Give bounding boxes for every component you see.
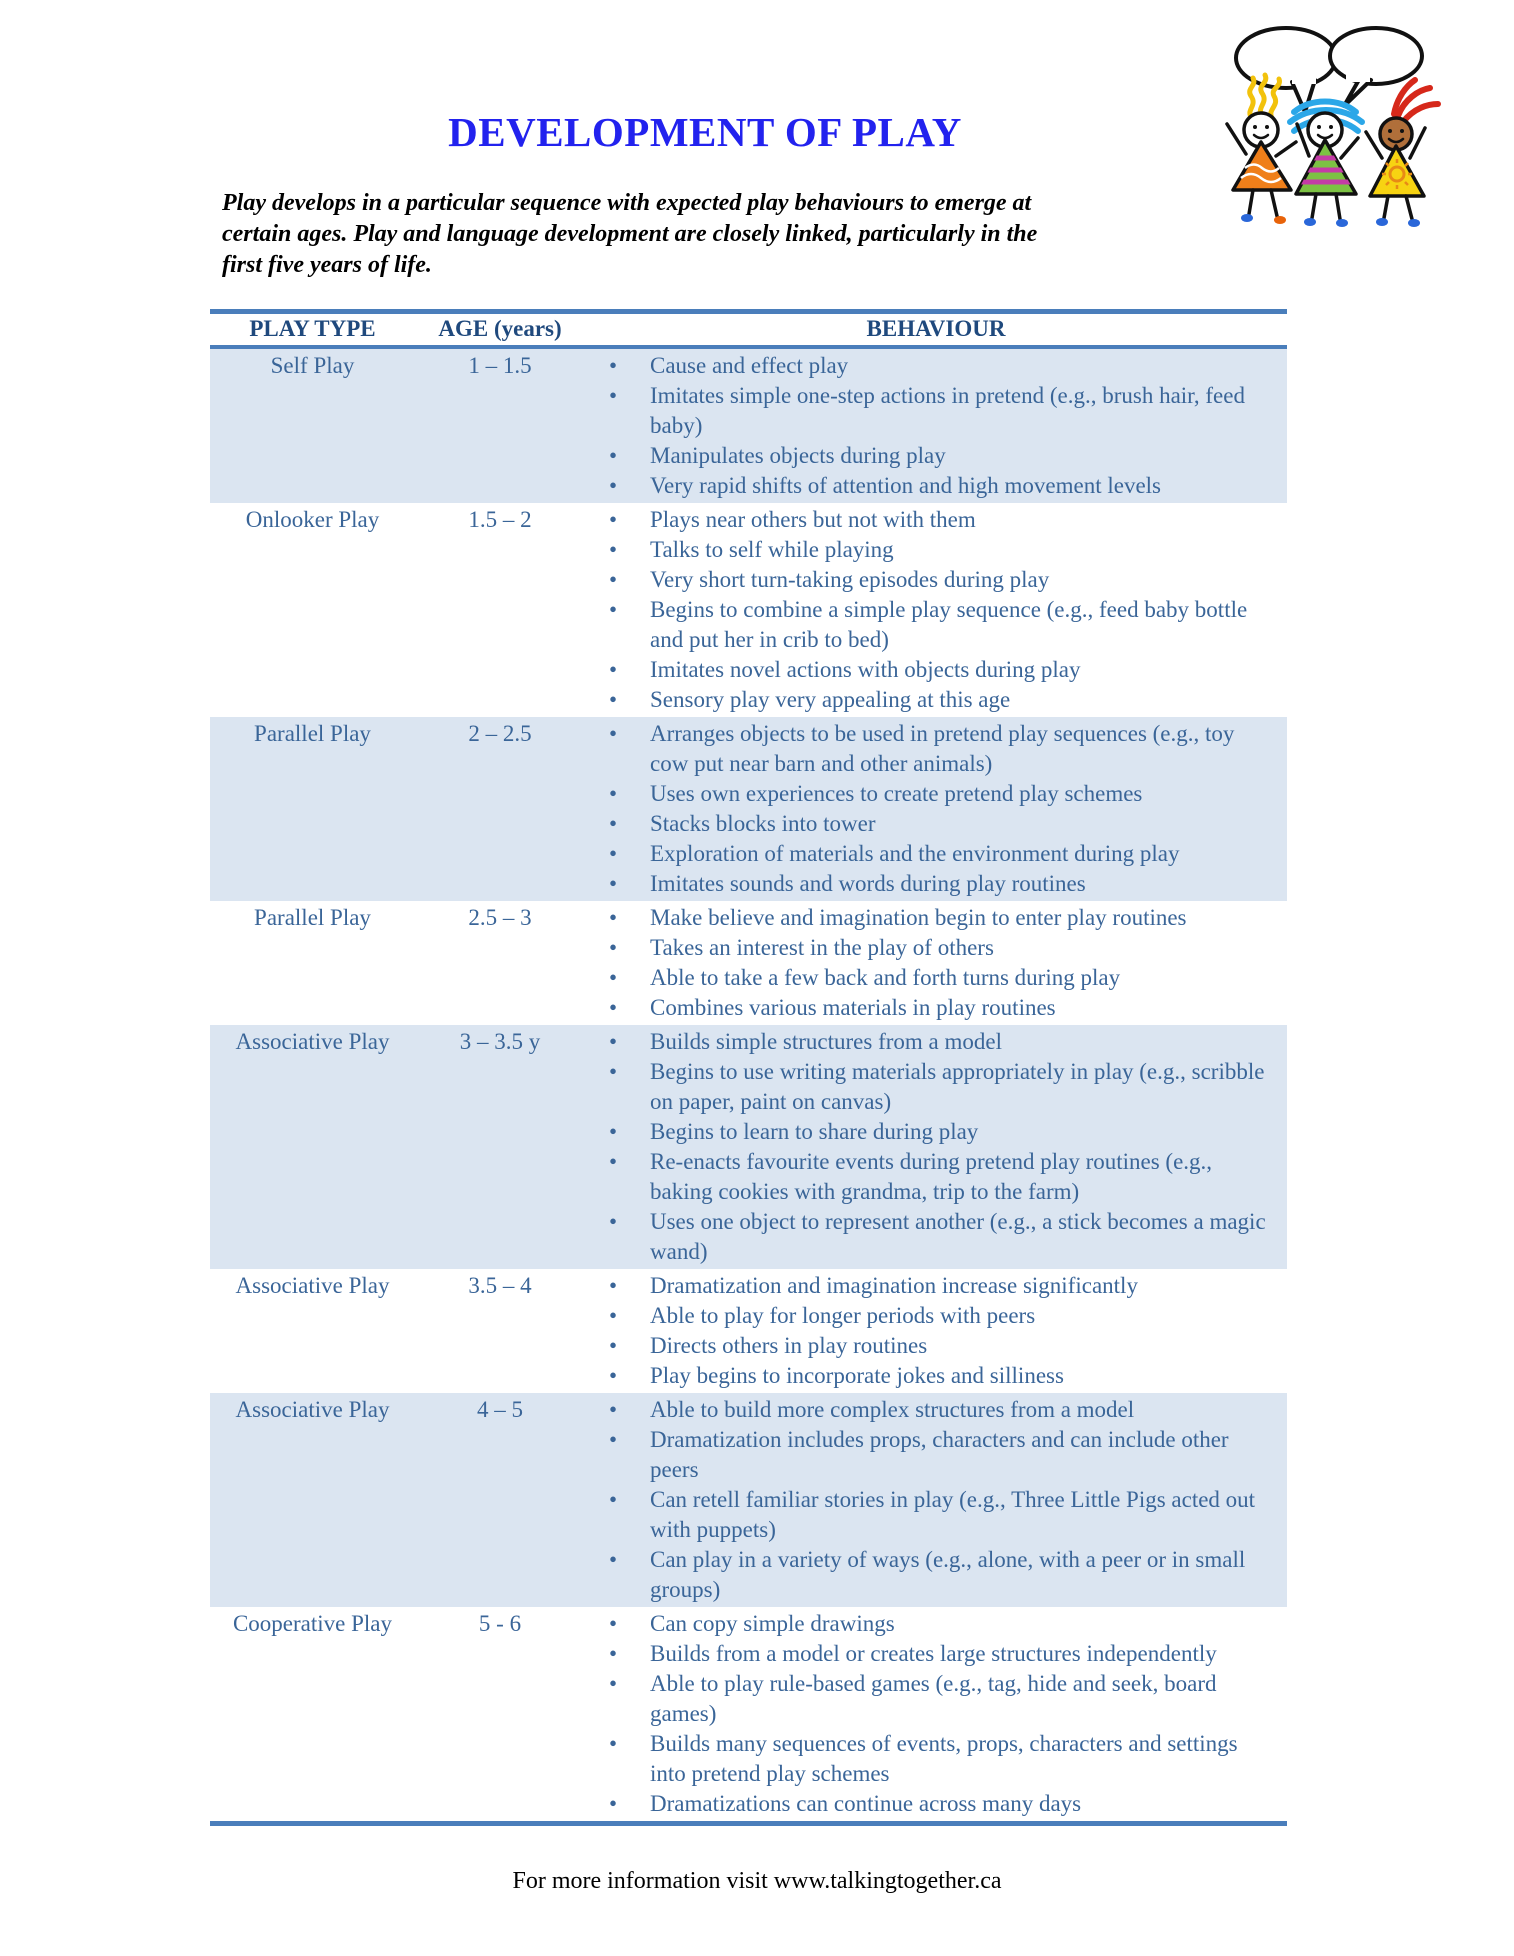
behaviour-item: • Builds simple structures from a model bbox=[585, 1027, 1287, 1057]
age-cell: 1 – 1.5 bbox=[468, 353, 532, 378]
intro-line: certain ages. Play and language development are closely linked, particularly in the bbox=[222, 221, 1038, 247]
table-row bbox=[210, 503, 1287, 717]
play-type-cell: Self Play bbox=[270, 353, 355, 378]
age-cell: 5 - 6 bbox=[478, 1611, 522, 1636]
play-type-cell: Parallel Play bbox=[254, 721, 371, 746]
behaviour-item: • Builds from a model or creates large structures independently bbox=[585, 1639, 1287, 1669]
behaviour-list bbox=[585, 717, 1287, 901]
behaviour-item: • Begins to combine a simple play sequence (e.g., feed baby bottle and put her in crib to bed) bbox=[585, 595, 1287, 655]
behaviour-list bbox=[585, 1393, 1287, 1607]
behaviour-item: • Cause and effect play bbox=[585, 351, 1287, 381]
table-row bbox=[210, 901, 1287, 1025]
behaviour-list bbox=[585, 1025, 1287, 1269]
behaviour-item: • Able to play for longer periods with peers bbox=[585, 1301, 1287, 1331]
table-row bbox=[210, 1607, 1287, 1824]
behaviour-item: • Builds many sequences of events, props, characters and settings into pretend play schemes bbox=[585, 1729, 1287, 1789]
play-development-table bbox=[210, 309, 1287, 1826]
table-row bbox=[210, 1393, 1287, 1607]
intro-paragraph bbox=[222, 188, 1182, 281]
behaviour-item: • Very rapid shifts of attention and high movement levels bbox=[585, 471, 1287, 501]
behaviour-cell bbox=[585, 1269, 1287, 1393]
behaviour-item: • Talks to self while playing bbox=[585, 535, 1287, 565]
behaviour-item: • Stacks blocks into tower bbox=[585, 809, 1287, 839]
behaviour-list bbox=[585, 503, 1287, 717]
behaviour-cell bbox=[585, 1025, 1287, 1269]
table-row bbox=[210, 347, 1287, 503]
behaviour-item: • Play begins to incorporate jokes and silliness bbox=[585, 1361, 1287, 1391]
table-row bbox=[210, 717, 1287, 901]
behaviour-item: • Uses one object to represent another (e.g., a stick becomes a magic wand) bbox=[585, 1207, 1287, 1267]
behaviour-cell bbox=[585, 503, 1287, 717]
behaviour-item: • Make believe and imagination begin to enter play routines bbox=[585, 903, 1287, 933]
behaviour-item: • Imitates simple one-step actions in pretend (e.g., brush hair, feed baby) bbox=[585, 381, 1287, 441]
behaviour-item: • Can play in a variety of ways (e.g., alone, with a peer or in small groups) bbox=[585, 1545, 1287, 1605]
table-header-row bbox=[210, 312, 1287, 348]
behaviour-list bbox=[585, 349, 1287, 503]
behaviour-item: • Imitates novel actions with objects during play bbox=[585, 655, 1287, 685]
page-title: DEVELOPMENT OF PLAY bbox=[448, 109, 962, 155]
behaviour-item: • Dramatization and imagination increase significantly bbox=[585, 1271, 1287, 1301]
behaviour-item: • Manipulates objects during play bbox=[585, 441, 1287, 471]
age-cell: 4 – 5 bbox=[477, 1397, 523, 1422]
table-row bbox=[210, 1025, 1287, 1269]
behaviour-item: • Takes an interest in the play of others bbox=[585, 933, 1287, 963]
behaviour-list bbox=[585, 1607, 1287, 1821]
intro-line: first five years of life. bbox=[222, 252, 432, 278]
behaviour-item: • Sensory play very appealing at this age bbox=[585, 685, 1287, 715]
behaviour-item: • Dramatizations can continue across many days bbox=[585, 1789, 1287, 1819]
behaviour-list bbox=[585, 901, 1287, 1025]
table-row bbox=[210, 1269, 1287, 1393]
behaviour-item: • Uses own experiences to create pretend play schemes bbox=[585, 779, 1287, 809]
behaviour-cell bbox=[585, 901, 1287, 1025]
behaviour-cell bbox=[585, 717, 1287, 901]
behaviour-item: • Very short turn-taking episodes during play bbox=[585, 565, 1287, 595]
header-age: AGE (years) bbox=[415, 312, 585, 348]
behaviour-item: • Directs others in play routines bbox=[585, 1331, 1287, 1361]
behaviour-item: • Able to take a few back and forth turns during play bbox=[585, 963, 1287, 993]
play-type-cell: Cooperative Play bbox=[232, 1611, 393, 1636]
play-table-body bbox=[210, 347, 1287, 1824]
behaviour-item: • Can copy simple drawings bbox=[585, 1609, 1287, 1639]
behaviour-cell bbox=[585, 1607, 1287, 1824]
behaviour-cell bbox=[585, 347, 1287, 503]
behaviour-item: • Dramatization includes props, characters and can include other peers bbox=[585, 1425, 1287, 1485]
behaviour-list bbox=[585, 1269, 1287, 1393]
behaviour-item: • Re-enacts favourite events during pretend play routines (e.g., baking cookies with grandma, trip to the farm) bbox=[585, 1147, 1287, 1207]
header-play-type: PLAY TYPE bbox=[210, 312, 415, 348]
age-cell: 2.5 – 3 bbox=[468, 905, 532, 930]
behaviour-item: • Plays near others but not with them bbox=[585, 505, 1287, 535]
footer-text: For more information visit www.talkingtogether.ca bbox=[512, 1868, 1002, 1894]
behaviour-item: • Combines various materials in play routines bbox=[585, 993, 1287, 1023]
play-type-cell: Associative Play bbox=[235, 1397, 390, 1422]
age-cell: 1.5 – 2 bbox=[468, 507, 532, 532]
play-type-cell: Associative Play bbox=[235, 1273, 390, 1298]
age-cell: 3 – 3.5 y bbox=[459, 1029, 541, 1054]
intro-line: Play develops in a particular sequence with expected play behaviours to emerge at bbox=[222, 190, 1032, 216]
age-cell: 2 – 2.5 bbox=[468, 721, 532, 746]
behaviour-item: • Arranges objects to be used in pretend play sequences (e.g., toy cow put near barn and other animals) bbox=[585, 719, 1287, 779]
children-clipart-icon bbox=[1208, 16, 1446, 234]
behaviour-item: • Can retell familiar stories in play (e.g., Three Little Pigs acted out with puppets) bbox=[585, 1485, 1287, 1545]
behaviour-item: • Begins to learn to share during play bbox=[585, 1117, 1287, 1147]
play-type-cell: Associative Play bbox=[235, 1029, 390, 1054]
behaviour-item: • Imitates sounds and words during play routines bbox=[585, 869, 1287, 899]
behaviour-item: • Able to play rule-based games (e.g., tag, hide and seek, board games) bbox=[585, 1669, 1287, 1729]
behaviour-item: • Exploration of materials and the environment during play bbox=[585, 839, 1287, 869]
play-type-cell: Parallel Play bbox=[254, 905, 371, 930]
age-cell: 3.5 – 4 bbox=[468, 1273, 532, 1298]
behaviour-item: • Begins to use writing materials appropriately in play (e.g., scribble on paper, paint on canvas) bbox=[585, 1057, 1287, 1117]
behaviour-item: • Able to build more complex structures from a model bbox=[585, 1395, 1287, 1425]
behaviour-cell bbox=[585, 1393, 1287, 1607]
header-behaviour: BEHAVIOUR bbox=[585, 312, 1287, 348]
play-type-cell: Onlooker Play bbox=[245, 507, 380, 532]
